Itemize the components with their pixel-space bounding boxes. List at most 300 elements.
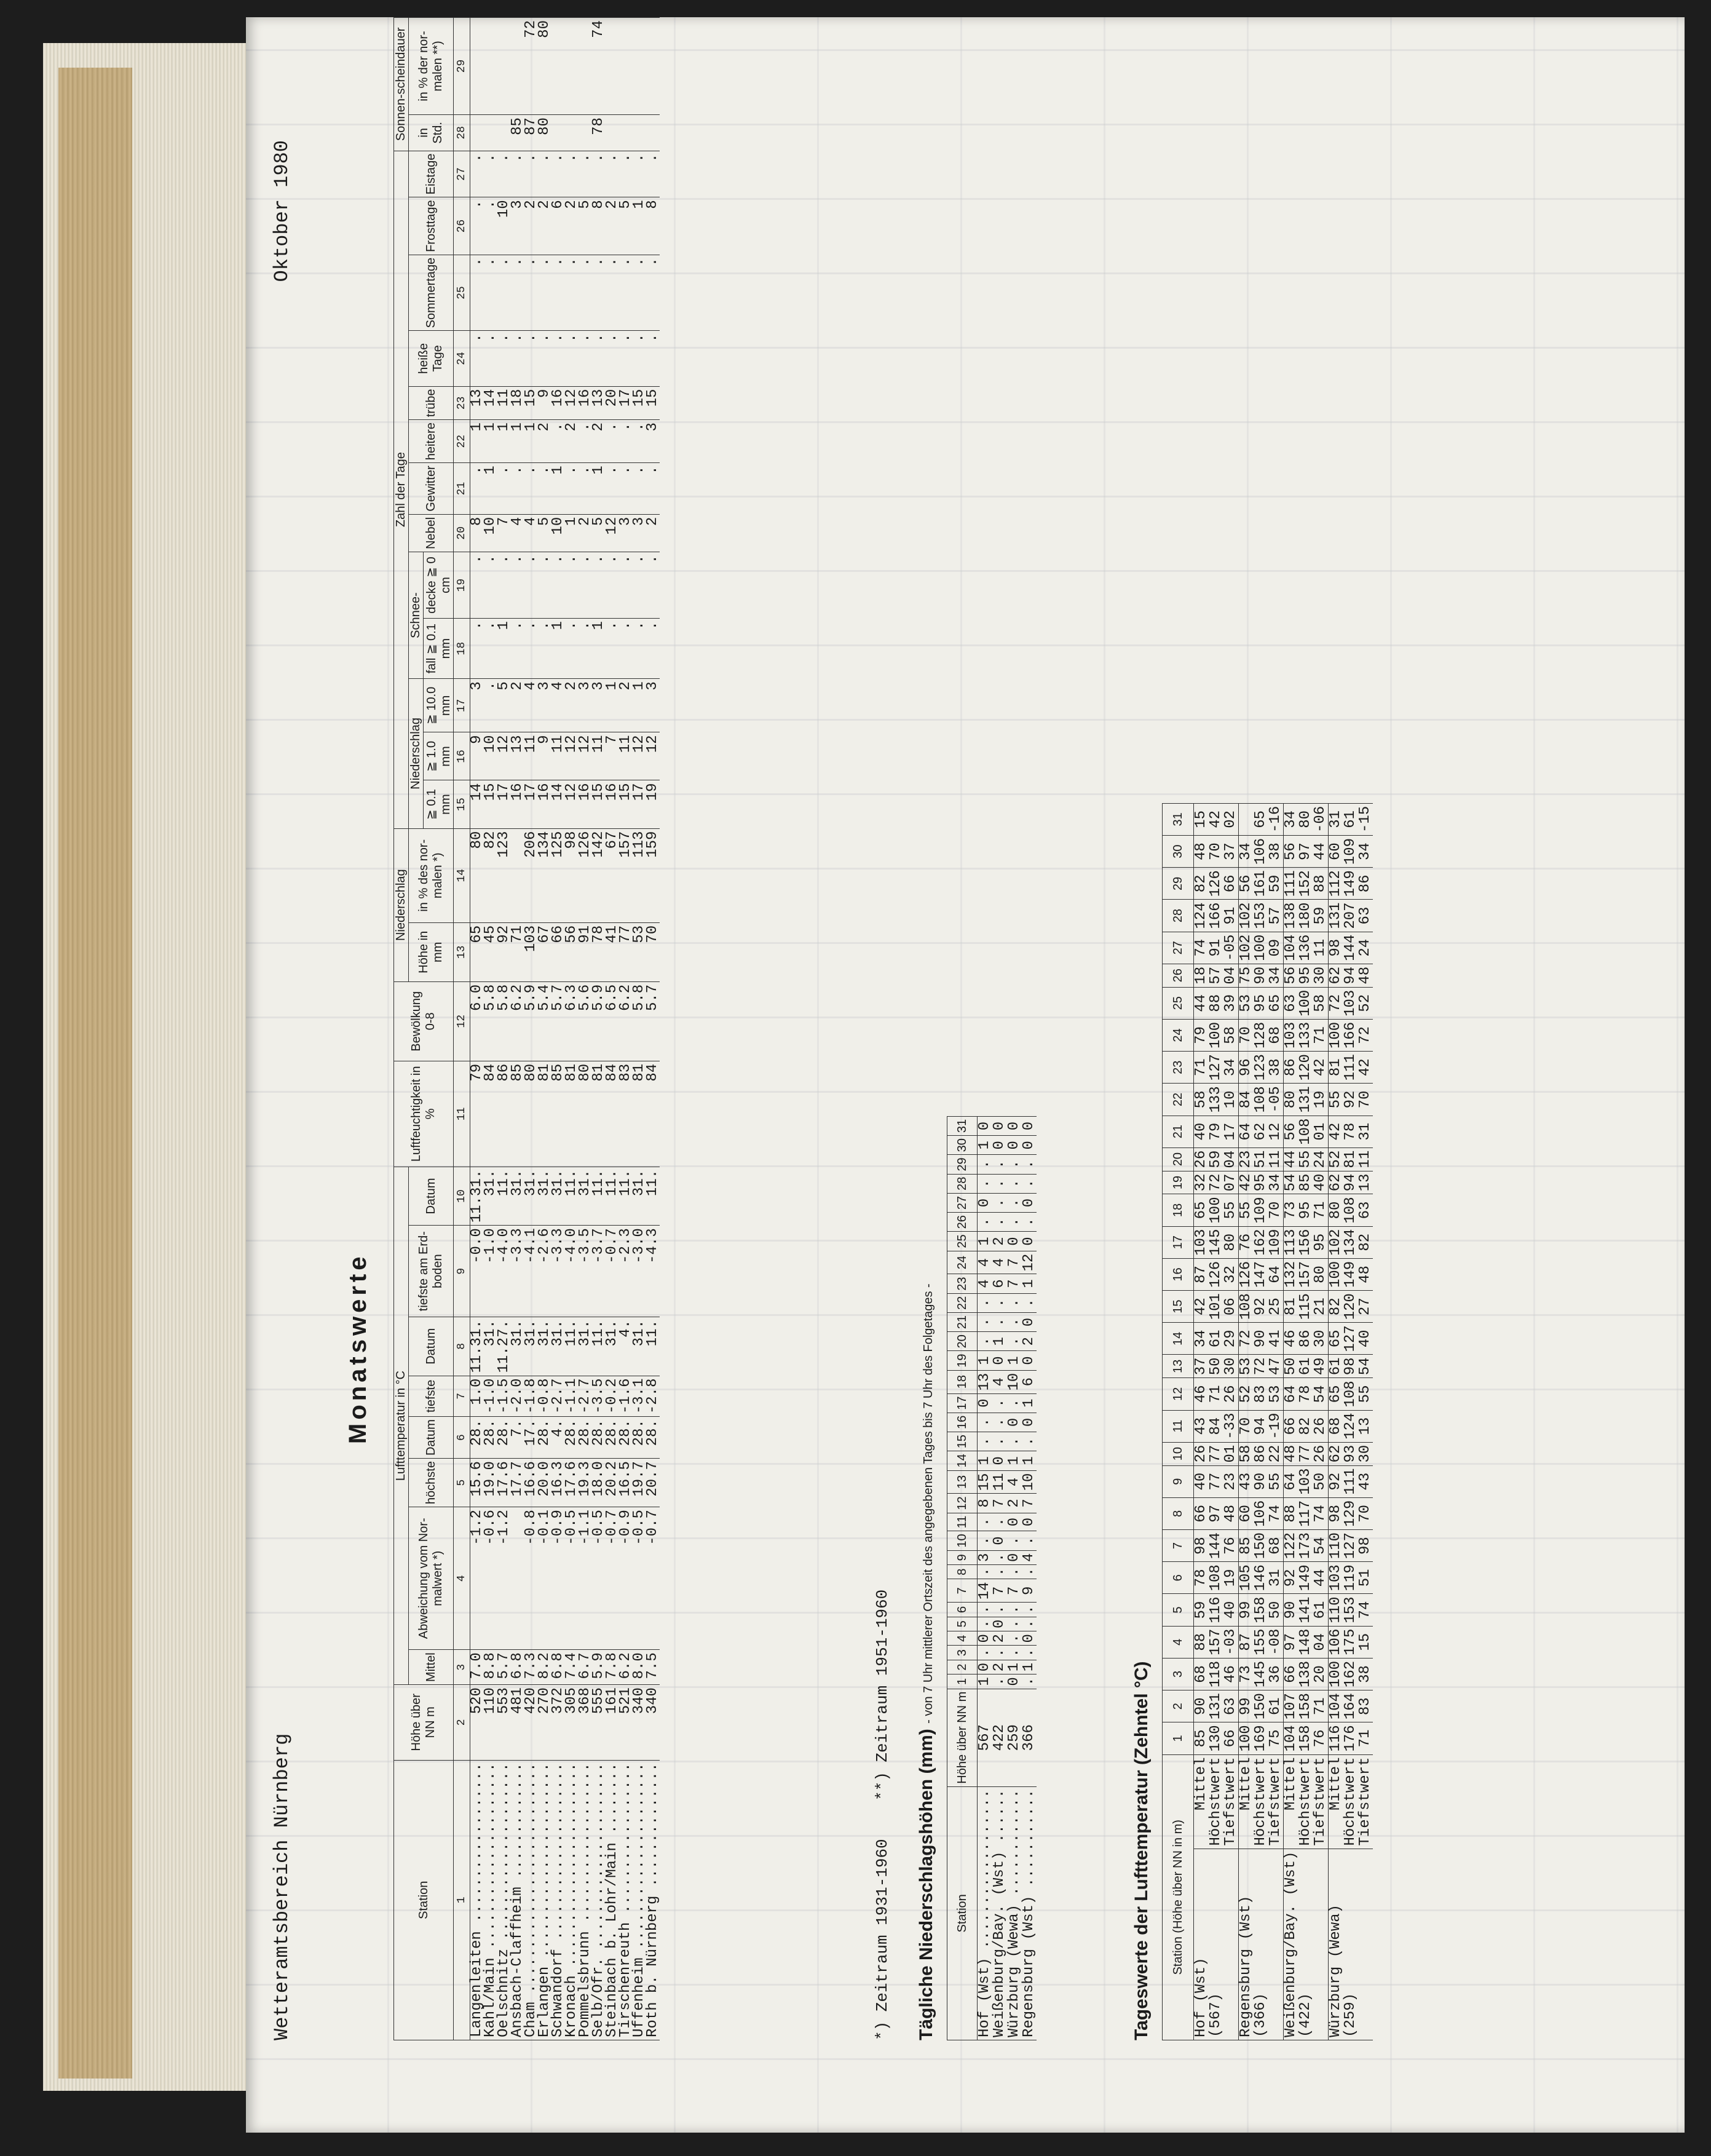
cell: 0: [1022, 1312, 1037, 1331]
cell: 1: [1022, 1451, 1037, 1470]
cell: .: [470, 619, 484, 679]
cell: [484, 18, 497, 115]
cell: 64: [1284, 1465, 1299, 1497]
column-number: 3: [454, 1650, 470, 1685]
cell: 80: [524, 1061, 538, 1167]
col-min: tiefste: [409, 1376, 454, 1417]
cell: 2: [992, 1232, 1007, 1251]
cell: 55: [1223, 1194, 1239, 1226]
cell: .: [1022, 1617, 1037, 1631]
cell: 40: [1358, 1323, 1373, 1355]
cell: 126: [1209, 1258, 1223, 1290]
cell: 4.: [619, 1317, 633, 1376]
column-number: 25: [454, 255, 470, 331]
cell: 65: [1194, 1194, 1209, 1226]
station-name: Ansbach-Claffheim .............: [511, 1760, 524, 2040]
cell: 15: [646, 386, 660, 420]
col-overcast: trübe: [409, 386, 454, 420]
cell: 78: [592, 922, 606, 981]
cell: .: [978, 1213, 993, 1232]
cell: 79: [470, 1061, 484, 1167]
cell: 20: [606, 386, 619, 420]
cell: 58: [1239, 1442, 1254, 1465]
cell: 156: [1298, 1226, 1313, 1258]
cell: 1: [978, 1451, 993, 1470]
cell: 340: [633, 1685, 646, 1760]
col-height: Höhe über NN m: [394, 1685, 454, 1760]
cell: 103: [1329, 1562, 1344, 1594]
day-header: 18: [1163, 1194, 1194, 1226]
cell: 77: [1209, 1442, 1223, 1465]
cell: 109: [1254, 1194, 1268, 1226]
cell: -0.5: [633, 1507, 646, 1650]
cell: 80: [1329, 1194, 1344, 1226]
cell: 141: [1298, 1594, 1313, 1626]
cell: 22: [1268, 1442, 1284, 1465]
cell: 124: [1343, 1410, 1358, 1442]
cell: 0: [1007, 1674, 1022, 1689]
cell: 90: [1194, 1690, 1209, 1722]
cell: -0.8: [538, 1376, 551, 1417]
cell: 7: [1007, 1274, 1022, 1293]
cell: .: [1022, 1531, 1037, 1550]
cell: 2: [992, 1660, 1007, 1674]
cell: 70: [1239, 1019, 1254, 1051]
cell: -2.8: [646, 1376, 660, 1417]
cell: 366: [1022, 1689, 1037, 1786]
cell: 66: [551, 922, 565, 981]
cell: .: [1007, 1565, 1022, 1579]
cell: 26: [1194, 1147, 1209, 1171]
cell: 28.: [484, 1417, 497, 1459]
header-left: Wetteramtsbereich Nürnberg: [271, 1733, 293, 2040]
cell: 20.7: [646, 1459, 660, 1507]
table-row: [592, 18, 606, 2040]
cell: .: [497, 255, 511, 331]
cell: 71: [1358, 1722, 1373, 1754]
day-header: 16: [947, 1413, 978, 1432]
cell: 09: [1268, 932, 1284, 964]
cell: 0: [1022, 1116, 1037, 1135]
cell: 42: [1239, 1171, 1254, 1194]
cell: 2: [565, 679, 579, 732]
cell: 21: [1313, 1291, 1329, 1323]
cell: 56: [565, 922, 579, 981]
cell: 4: [511, 514, 524, 552]
cell: 13: [978, 1370, 993, 1393]
cell: 1.0: [470, 1376, 484, 1417]
cell: -0.0: [470, 1226, 484, 1317]
cell: .: [484, 151, 497, 197]
cell: 118: [1209, 1658, 1223, 1690]
cell: 59: [1194, 1594, 1209, 1626]
row-label: Tiefstwert: [1223, 1754, 1239, 1849]
cell: 80: [538, 18, 551, 115]
cell: 28.: [538, 1417, 551, 1459]
cell: 0: [1007, 1413, 1022, 1432]
cell: 88: [1209, 987, 1223, 1019]
column-number: 24: [454, 331, 470, 386]
cell: 80: [470, 828, 484, 922]
col-precip-days: Niederschlag: [409, 679, 424, 828]
col-sun-hours: in Std.: [409, 115, 454, 151]
cell: 04: [1223, 964, 1239, 987]
cell: 96: [1239, 1052, 1254, 1084]
cell: .: [606, 420, 619, 463]
cell: 113: [633, 828, 646, 922]
column-number: 28: [454, 115, 470, 151]
cell: 44: [1313, 835, 1329, 867]
cell: 14: [551, 780, 565, 828]
day-header: 24: [1163, 1019, 1194, 1051]
cell: 12: [606, 514, 619, 552]
cell: 124: [1194, 900, 1209, 932]
cell: .: [538, 552, 551, 619]
document-page: [246, 17, 1685, 2133]
cell: .: [978, 1432, 993, 1451]
cell: 34: [1358, 835, 1373, 867]
cell: .: [565, 552, 579, 619]
cell: .: [633, 151, 646, 197]
cell: 1: [470, 420, 484, 463]
precip-col-station: Station: [947, 1786, 978, 2040]
station-name: Kahl/Main .....................: [484, 1760, 497, 2040]
cell: 54: [1313, 1529, 1329, 1561]
cell: 102: [1239, 932, 1254, 964]
station-name: Selb/Ofr. .....................: [592, 1760, 606, 2040]
cell: 68: [1268, 1529, 1284, 1561]
cell: .: [551, 552, 565, 619]
cell: 56: [1284, 1116, 1299, 1147]
cell: 0: [1022, 1413, 1037, 1432]
day-header: 2: [1163, 1690, 1194, 1722]
cell: 57: [1268, 900, 1284, 932]
cell: 82: [1194, 868, 1209, 900]
cell: 6: [1022, 1370, 1037, 1393]
cell: 30: [1313, 964, 1329, 987]
cell: 4: [551, 679, 565, 732]
day-header: 3: [1163, 1658, 1194, 1690]
cell: .: [633, 619, 646, 679]
cell: .: [497, 552, 511, 619]
cell: -08: [1268, 1626, 1284, 1658]
cell: 1: [511, 420, 524, 463]
cell: 42: [1313, 1052, 1329, 1084]
cell: 70: [1209, 835, 1223, 867]
cell: 63: [1358, 900, 1373, 932]
header-right: Oktober 1980: [271, 140, 293, 282]
cell: 13: [1358, 1410, 1373, 1442]
cell: 109: [1268, 1226, 1284, 1258]
cell: 51: [1358, 1562, 1373, 1594]
cell: 1: [497, 619, 511, 679]
cell: 95: [1254, 1171, 1268, 1194]
cell: -1.1: [579, 1507, 592, 1650]
cell: 3: [538, 679, 551, 732]
cell: .: [606, 552, 619, 619]
cell: 24: [1313, 1147, 1329, 1171]
cell: .: [646, 151, 660, 197]
cell: 97: [1298, 835, 1313, 867]
cell: -0.7: [606, 1507, 619, 1650]
day-header: 29: [947, 1155, 978, 1174]
cell: 18: [1194, 964, 1209, 987]
cell: 31.: [551, 1317, 565, 1376]
cell: 11.27.: [497, 1317, 511, 1376]
cell: 72: [1209, 1171, 1223, 1194]
cell: 8: [592, 197, 606, 255]
cell: 7.3: [524, 1650, 538, 1685]
cell: 7: [497, 514, 511, 552]
cell: 1: [565, 514, 579, 552]
cell: 12: [1022, 1251, 1037, 1274]
day-header: 25: [1163, 987, 1194, 1019]
cell: 144: [1209, 1529, 1223, 1561]
cell: 42: [1209, 803, 1223, 835]
column-number: 12: [454, 981, 470, 1061]
cell: 28.: [633, 1417, 646, 1459]
cell: 31.: [606, 1317, 619, 1376]
cell: 104: [1284, 932, 1299, 964]
cell: 62: [1254, 1116, 1268, 1147]
table-row: [579, 18, 592, 2040]
column-number: 18: [454, 619, 470, 679]
cell: 67: [538, 922, 551, 981]
table-row: [1209, 803, 1223, 2040]
cell: 61: [1313, 1594, 1329, 1626]
cell: 55: [1268, 1465, 1284, 1497]
cell: .: [470, 331, 484, 386]
cell: .: [992, 1293, 1007, 1312]
col-sun-percent: in % der nor-malen **): [409, 18, 454, 115]
cell: 1: [551, 463, 565, 514]
cell: 6.7: [579, 1650, 592, 1685]
cell: 9: [538, 732, 551, 780]
cell: 131: [1298, 1084, 1313, 1116]
day-header: 18: [947, 1370, 978, 1393]
cell: .: [633, 420, 646, 463]
cell: 105: [1239, 1562, 1254, 1594]
cell: 100: [1298, 987, 1313, 1019]
cell: 16: [606, 780, 619, 828]
cell: 74: [1358, 1594, 1373, 1626]
cell: 16.6: [524, 1459, 538, 1507]
cell: 90: [1284, 1594, 1299, 1626]
cell: 422: [992, 1689, 1007, 1786]
station-name: Oelschnitz ....................: [497, 1760, 511, 2040]
cell: 149: [1343, 868, 1358, 900]
cell: .: [497, 463, 511, 514]
cell: 82: [1329, 1291, 1344, 1323]
cell: 58: [1223, 1019, 1239, 1051]
cell: 5.7: [497, 1650, 511, 1685]
cell: 23: [1223, 1465, 1239, 1497]
cell: -4.3: [646, 1226, 660, 1317]
cell: 93: [1343, 1442, 1358, 1465]
cell: 11.: [646, 1167, 660, 1225]
cell: 27: [1358, 1291, 1373, 1323]
column-number: 16: [454, 732, 470, 780]
cell: 106: [1254, 1497, 1268, 1529]
cell: 9: [1022, 1579, 1037, 1603]
cell: 75: [1268, 1722, 1284, 1754]
cell: .: [992, 1413, 1007, 1432]
cell: 6.3: [565, 981, 579, 1061]
cell: .: [978, 1617, 993, 1631]
cell: -3.5: [592, 1376, 606, 1417]
cell: 19.3: [579, 1459, 592, 1507]
cell: 64: [1284, 1378, 1299, 1410]
cell: .: [538, 619, 551, 679]
cell: 9: [538, 386, 551, 420]
day-header: 22: [1163, 1084, 1194, 1116]
cell: .: [646, 255, 660, 331]
cell: 7.8: [606, 1650, 619, 1685]
cell: -3.7: [592, 1226, 606, 1317]
table-row: [1239, 803, 1254, 2040]
cell: 14: [978, 1579, 993, 1603]
cell: 6.0: [470, 981, 484, 1061]
cell: 24: [1358, 932, 1373, 964]
cell: .: [470, 552, 484, 619]
cell: 61: [1268, 1690, 1284, 1722]
day-header: 11: [947, 1513, 978, 1531]
day-header: 10: [947, 1531, 978, 1550]
table-row: [978, 1116, 993, 2040]
cell: 4: [992, 1251, 1007, 1274]
cell: 73: [1239, 1658, 1254, 1690]
day-header: 19: [1163, 1171, 1194, 1194]
cell: 5: [592, 514, 606, 552]
daily-precip-subtitle: - von 7 Uhr mittlerer Ortszeit des angegebenen Tages bis 7 Uhr des Folgetages -: [922, 1283, 935, 1724]
cell: 84: [1209, 1410, 1223, 1442]
cell: 158: [1298, 1722, 1313, 1754]
column-number: 20: [454, 514, 470, 552]
cell: 58: [1313, 987, 1329, 1019]
cell: 106: [1254, 835, 1268, 867]
cell: .: [978, 1312, 993, 1331]
cell: 78: [1298, 1378, 1313, 1410]
cell: 132: [1284, 1258, 1299, 1290]
cell: 83: [619, 1061, 633, 1167]
cell: 74: [1194, 932, 1209, 964]
cell: 31.: [633, 1167, 646, 1225]
cell: 42: [1194, 1291, 1209, 1323]
cell: 98: [1329, 1497, 1344, 1529]
cell: -4.0: [565, 1226, 579, 1317]
cell: 158: [1298, 1690, 1313, 1722]
cell: 6.2: [619, 981, 633, 1061]
col-p10: ≧ 10.0 mm: [424, 679, 454, 732]
cell: 53: [1239, 1355, 1254, 1378]
col-ground-min: tiefste am Erd-boden: [409, 1226, 454, 1317]
station-name: (366): [1254, 1849, 1268, 2040]
cell: 40: [1194, 1116, 1209, 1147]
cell: 12: [497, 732, 511, 780]
cell: -2.3: [619, 1226, 633, 1317]
cell: 70: [646, 922, 660, 981]
cell: .: [992, 1193, 1007, 1212]
cell: 68: [1194, 1658, 1209, 1690]
cell: 2: [646, 514, 660, 552]
cell: 108: [1343, 1194, 1358, 1226]
cell: 17: [524, 780, 538, 828]
cell: 0: [992, 1451, 1007, 1470]
cell: 37: [1223, 835, 1239, 867]
cell: 88: [1313, 868, 1329, 900]
cell: 55: [1298, 1147, 1313, 1171]
cell: 119: [1343, 1562, 1358, 1594]
station-name: Würzburg (Wewa): [1329, 1849, 1344, 2040]
cell: 50: [1313, 1465, 1329, 1497]
cell: 13: [511, 732, 524, 780]
cell: 16: [579, 780, 592, 828]
cell: 99: [1239, 1594, 1254, 1626]
cell: .: [524, 463, 538, 514]
cell: .: [1007, 1393, 1022, 1413]
cell: 2: [511, 679, 524, 732]
cell: 77: [1209, 1465, 1223, 1497]
column-number: 17: [454, 679, 470, 732]
cell: 11.: [565, 1317, 579, 1376]
cell: .: [524, 151, 538, 197]
cell: .: [579, 420, 592, 463]
cell: 6.2: [619, 1650, 633, 1685]
station-name: (567): [1209, 1849, 1223, 2040]
cell: 85: [511, 1061, 524, 1167]
cell: -0.9: [619, 1507, 633, 1650]
cell: 11: [1268, 1147, 1284, 1171]
station-name: Regensburg (Wst) ...........: [1022, 1786, 1037, 2040]
cell: 11.: [592, 1167, 606, 1225]
table-row: [606, 18, 619, 2040]
column-number-row: [454, 18, 470, 2040]
cell: .: [484, 679, 497, 732]
cell: 72: [1358, 1019, 1373, 1051]
cell: 102: [1329, 1226, 1344, 1258]
cell: 17.6: [497, 1459, 511, 1507]
cell: 7: [992, 1579, 1007, 1603]
cell: .: [511, 463, 524, 514]
cell: 128: [1254, 1019, 1268, 1051]
cell: 31.: [579, 1317, 592, 1376]
column-number: 11: [454, 1061, 470, 1167]
cell: [551, 115, 565, 151]
cell: .: [511, 151, 524, 197]
col-deviation: Abweichung vom Nor-malwert *): [409, 1507, 454, 1650]
cell: 65: [1254, 803, 1268, 835]
cell: [619, 18, 633, 115]
col-p1: ≧ 1.0 mm: [424, 732, 454, 780]
cell: 2: [1007, 1494, 1022, 1513]
cell: 1: [978, 1232, 993, 1251]
table-row: [551, 18, 565, 2040]
cell: 85: [1194, 1722, 1209, 1754]
cell: 86: [1254, 1442, 1268, 1465]
cell: 0: [1007, 1116, 1022, 1135]
day-header: 4: [1163, 1626, 1194, 1658]
cell: 77: [619, 922, 633, 981]
cell: [470, 18, 484, 115]
cell: 68: [1268, 1019, 1284, 1051]
cell: 51: [1254, 1147, 1268, 1171]
cell: .: [1007, 1293, 1022, 1312]
row-label: Höchstwert: [1254, 1754, 1268, 1849]
table-row: [1194, 803, 1209, 2040]
cell: 43: [1194, 1410, 1209, 1442]
cell: 153: [1343, 1594, 1358, 1626]
col-hot: heiße Tage: [409, 331, 454, 386]
